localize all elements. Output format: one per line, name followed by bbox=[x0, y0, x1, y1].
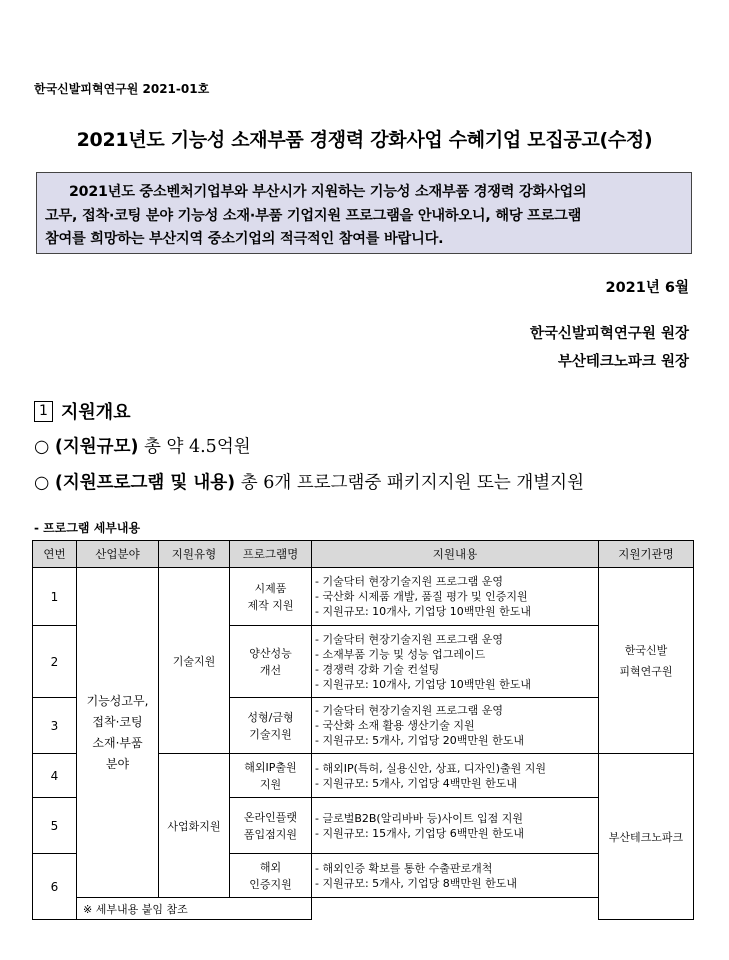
content-line: - 지원규모: 5개사, 기업당 20백만원 한도내 bbox=[315, 734, 525, 747]
bullet-text: 총 약 4.5억원 bbox=[138, 437, 251, 457]
table-row bbox=[33, 568, 694, 626]
bullet-support-scale bbox=[34, 433, 251, 458]
bullet-head: (지원규모) bbox=[54, 437, 139, 457]
row-number: 3 bbox=[33, 698, 77, 754]
row-number: 4 bbox=[33, 754, 77, 798]
program-name-line: 온라인플랫 bbox=[243, 810, 298, 824]
support-content bbox=[312, 798, 599, 854]
announcement-date: 2021년 6월 bbox=[605, 280, 689, 296]
program-name-line: 기술지원 bbox=[249, 727, 292, 741]
program-name-line: 제작 지원 bbox=[247, 598, 294, 612]
program-name bbox=[230, 698, 312, 754]
program-name-line: 지원 bbox=[259, 777, 282, 791]
support-content bbox=[312, 626, 599, 698]
support-type-tech: 기술지원 bbox=[159, 568, 230, 754]
support-type-biz: 사업화지원 bbox=[159, 754, 230, 898]
org-line: 피혁연구원 bbox=[619, 664, 673, 678]
document-number: 한국신발피혁연구원 2021-01호 bbox=[34, 82, 210, 96]
intro-box bbox=[36, 172, 692, 254]
section-number-box: 1 bbox=[34, 401, 53, 422]
support-content bbox=[312, 854, 599, 898]
header-content: 지원내용 bbox=[312, 541, 599, 568]
content-line: - 기술닥터 현장기술지원 프로그램 운영 bbox=[315, 704, 503, 717]
bullet-text: 총 6개 프로그램중 패키지지원 또는 개별지원 bbox=[235, 473, 584, 493]
program-table bbox=[32, 540, 694, 920]
content-line: - 해외인증 확보를 통한 수출판로개척 bbox=[315, 861, 493, 875]
content-line: - 해외IP(특허, 실용신안, 상표, 디자인)출원 지원 bbox=[315, 761, 547, 775]
program-name-line: 성형/금형 bbox=[247, 710, 294, 724]
support-content bbox=[312, 698, 599, 754]
support-org-2: 부산테크노파크 bbox=[599, 754, 694, 920]
support-content bbox=[312, 568, 599, 626]
row-number: 1 bbox=[33, 568, 77, 626]
program-name-line: 해외IP출원 bbox=[244, 760, 297, 774]
header-no: 연번 bbox=[33, 541, 77, 568]
program-name bbox=[230, 798, 312, 854]
section-heading bbox=[34, 398, 131, 424]
content-line: - 지원규모: 10개사, 기업당 10백만원 한도내 bbox=[315, 605, 532, 618]
intro-line-1: 2021년도 중소벤처기업부와 부산시가 지원하는 기능성 소재부품 경쟁력 강화사업의 bbox=[69, 184, 587, 200]
signatory-2: 부산테크노파크 원장 bbox=[557, 354, 689, 370]
program-name bbox=[230, 854, 312, 898]
header-field: 산업분야 bbox=[77, 541, 159, 568]
industry-field-cell bbox=[77, 568, 159, 898]
content-line: - 국산화 소재 활용 생산기술 지원 bbox=[315, 719, 475, 732]
content-line: - 지원규모: 15개사, 기업당 6백만원 한도내 bbox=[315, 826, 525, 840]
support-org-1 bbox=[599, 568, 694, 754]
content-line: - 지원규모: 5개사, 기업당 4백만원 한도내 bbox=[315, 776, 518, 790]
field-line: 기능성고무, bbox=[86, 693, 149, 708]
bullet-mark-icon: ○ bbox=[34, 437, 50, 457]
content-line: - 국산화 시제품 개발, 품질 평가 및 인증지원 bbox=[315, 590, 528, 603]
support-content bbox=[312, 754, 599, 798]
content-line: - 소재부품 기능 및 성능 업그레이드 bbox=[315, 647, 486, 661]
section-title: 지원개요 bbox=[61, 402, 131, 423]
intro-line-3: 참여를 희망하는 부산지역 중소기업의 적극적인 참여를 바랍니다. bbox=[45, 231, 444, 247]
content-line: - 글로벌B2B(알리바바 등)사이트 입점 지원 bbox=[315, 811, 524, 825]
signatory-1: 한국신발피혁연구원 원장 bbox=[529, 326, 689, 342]
program-name bbox=[230, 754, 312, 798]
program-name-line: 폼입점지원 bbox=[243, 827, 298, 841]
header-program: 프로그램명 bbox=[230, 541, 312, 568]
table-caption: - 프로그램 세부내용 bbox=[34, 521, 141, 535]
program-name-line: 해외 bbox=[259, 860, 282, 874]
field-line: 분야 bbox=[105, 756, 130, 771]
intro-line-2: 고무, 접착·코팅 분야 기능성 소재·부품 기업지원 프로그램을 안내하오니, 해당 프로그램 bbox=[45, 207, 582, 224]
bullet-support-program bbox=[34, 469, 584, 494]
page-title: 2021년도 기능성 소재부품 경쟁력 강화사업 수혜기업 모집공고(수정) bbox=[76, 129, 653, 151]
program-name bbox=[230, 568, 312, 626]
table-header-row bbox=[33, 541, 694, 568]
row-number: 2 bbox=[33, 626, 77, 698]
row-number: 6 bbox=[33, 854, 77, 920]
row-number: 5 bbox=[33, 798, 77, 854]
content-line: - 경쟁력 강화 기술 컨설팅 bbox=[315, 662, 440, 676]
bullet-mark-icon: ○ bbox=[34, 473, 50, 493]
content-line: - 기술닥터 현장기술지원 프로그램 운영 bbox=[315, 632, 503, 646]
bullet-head: (지원프로그램 및 내용) bbox=[54, 473, 236, 493]
field-line: 접착·코팅 bbox=[92, 714, 143, 729]
program-name-line: 시제품 bbox=[254, 581, 287, 595]
table-note: ※ 세부내용 붙임 참조 bbox=[77, 898, 312, 920]
content-line: - 지원규모: 10개사, 기업당 10백만원 한도내 bbox=[315, 677, 532, 691]
org-line: 한국신발 bbox=[624, 643, 668, 657]
program-name-line: 양산성능 bbox=[249, 646, 292, 660]
table-note-row bbox=[33, 898, 694, 920]
program-name-line: 개선 bbox=[259, 663, 282, 677]
program-name bbox=[230, 626, 312, 698]
content-line: - 지원규모: 5개사, 기업당 8백만원 한도내 bbox=[315, 876, 518, 890]
header-org: 지원기관명 bbox=[599, 541, 694, 568]
header-type: 지원유형 bbox=[159, 541, 230, 568]
program-name-line: 인증지원 bbox=[249, 877, 292, 891]
field-line: 소재·부품 bbox=[92, 735, 143, 750]
content-line: - 기술닥터 현장기술지원 프로그램 운영 bbox=[315, 575, 503, 588]
